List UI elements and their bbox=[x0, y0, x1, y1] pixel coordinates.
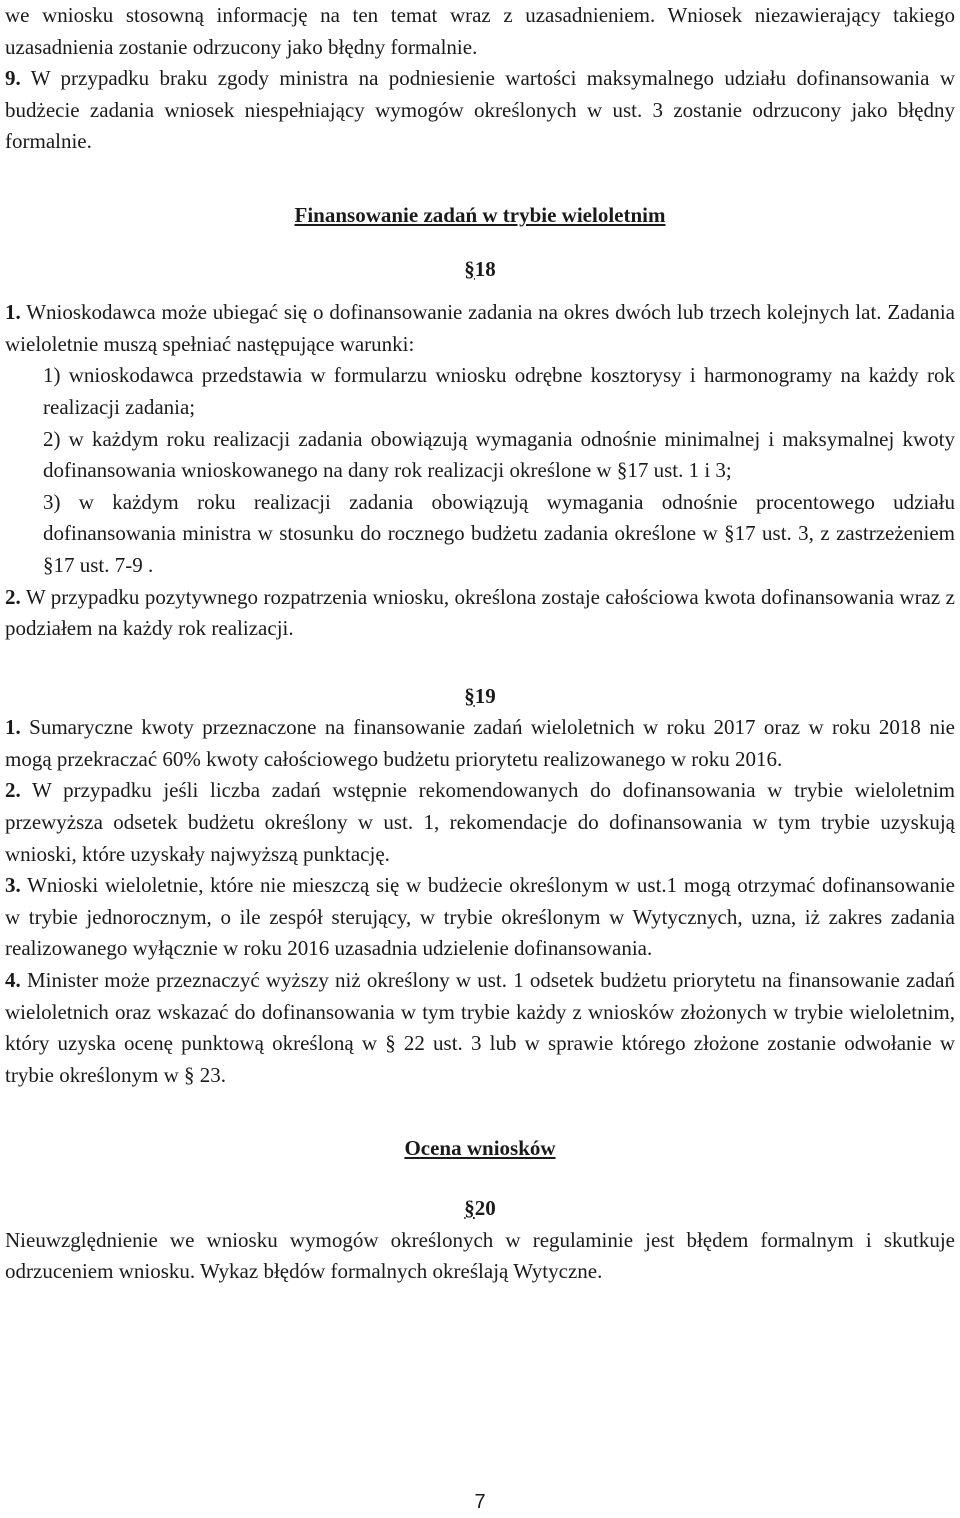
paragraph-20-text: Nieuwzględnienie we wniosku wymogów określonych w regulaminie jest błędem formalnym i skutkuje odrzuceniem wniosku. Wykaz błędów formalnych określają Wytyczne. bbox=[5, 1227, 955, 1284]
item-number: 4. bbox=[5, 968, 21, 993]
paragraph-number: 18 bbox=[474, 256, 496, 281]
item-text: W przypadku braku zgody ministra na podniesienie wartości maksymalnego udziału dofinansowania w budżecie zadania wniosek niespełniający wymogów określonych w ust. 3 zostanie odrzucony jako błędny formalnie. bbox=[5, 66, 955, 154]
item-18-1 bbox=[5, 297, 955, 360]
item-number: 2. bbox=[5, 778, 21, 803]
item-number: 3. bbox=[5, 873, 21, 898]
item-text: W przypadku jeśli liczba zadań wstępnie rekomendowanych do dofinansowania w trybie wieloletnim przewyższa odsetek budżetu określony w ust. 1, rekomendacje do dofinansowania w tym trybie uzyskują wnioski, które uzyskały najwyższą punktację. bbox=[5, 778, 955, 866]
section-heading-multiyear: Finansowanie zadań w trybie wieloletnim bbox=[294, 202, 666, 227]
page-number: 7 bbox=[474, 1491, 486, 1513]
paragraph-number: 19 bbox=[474, 683, 496, 708]
item-number: 1. bbox=[5, 300, 21, 325]
item-text: Wnioskodawca może ubiegać się o dofinansowanie zadania na okres dwóch lub trzech kolejnych lat. Zadania wieloletnie muszą spełniać następujące warunki: bbox=[5, 300, 955, 356]
item-text: W przypadku pozytywnego rozpatrzenia wniosku, określona zostaje całościowa kwota dofinansowania wraz z podziałem na każdy rok realizacji. bbox=[5, 584, 955, 641]
item-text: Sumaryczne kwoty przeznaczone na finansowanie zadań wieloletnich w roku 2017 oraz w roku 2018 nie mogą przekraczać 60% kwoty całościowego budżetu priorytetu realizowanego w roku 2016. bbox=[5, 715, 955, 771]
item-text: Minister może przeznaczyć wyższy niż określony w ust. 1 odsetek budżetu priorytetu na finansowanie zadań wieloletnich oraz wskazać do dofinansowania w tym trybie każdy z wniosków złożonych w trybie wieloletnim, który uzyska ocenę punktową określoną w § 22 ust. 3 lub w sprawie którego złożone zostanie odwołanie w trybie określonym w § 23. bbox=[5, 968, 955, 1087]
item-19-3 bbox=[5, 870, 955, 965]
item-18-1-point-3: 3) w każdym roku realizacji zadania obowiązują wymagania odnośnie procentowego udziału dofinansowania ministra w stosunku do rocznego budżetu zadania określone w §17 ust. 3, z zastrzeżeniem §17 ust. 7-9 . bbox=[43, 489, 955, 577]
item-19-4 bbox=[5, 965, 955, 1091]
item-number: 9. bbox=[5, 66, 21, 91]
document-content bbox=[5, 0, 955, 1288]
paragraph-8-continuation: we wniosku stosowną informację na ten temat wraz z uzasadnieniem. Wniosek niezawierający takiego uzasadnienia zostanie odrzucony jako błędny formalnie. bbox=[5, 3, 955, 59]
item-19-1 bbox=[5, 712, 955, 775]
paragraph-number-18 bbox=[5, 254, 955, 286]
item-text: Wnioski wieloletnie, które nie mieszczą się w budżecie określonym w ust.1 mogą otrzymać dofinansowanie w trybie jednorocznym, o ile zespół sterujący, w trybie określonym w Wytycznych, uzna, iż zakres zadania realizowanego wyłącznie w roku 2016 uzasadnia udzielenie dofinansowania. bbox=[5, 873, 955, 961]
paragraph-number: 20 bbox=[474, 1196, 496, 1220]
section-heading-evaluation: Ocena wniosków bbox=[404, 1136, 556, 1161]
section-symbol: § bbox=[464, 683, 475, 708]
item-number: 2. bbox=[5, 584, 21, 609]
paragraph-number-19 bbox=[5, 681, 955, 713]
paragraph-number-20 bbox=[5, 1193, 955, 1225]
item-18-2 bbox=[5, 582, 955, 645]
item-18-1-point-2: 2) w każdym roku realizacji zadania obowiązują wymagania odnośnie minimalnej i maksymalnej kwoty dofinansowania wnioskowanego na dany rok realizacji określone w §17 ust. 1 i 3; bbox=[43, 426, 955, 483]
paragraph-9 bbox=[5, 63, 955, 158]
section-symbol: § bbox=[464, 1196, 475, 1220]
item-18-1-point-1: 1) wnioskodawca przedstawia w formularzu wniosku odrębne kosztorysy i harmonogramy na każdy rok realizacji zadania; bbox=[43, 363, 955, 419]
item-number: 1. bbox=[5, 715, 21, 740]
section-symbol: § bbox=[464, 256, 475, 281]
item-19-2 bbox=[5, 775, 955, 870]
